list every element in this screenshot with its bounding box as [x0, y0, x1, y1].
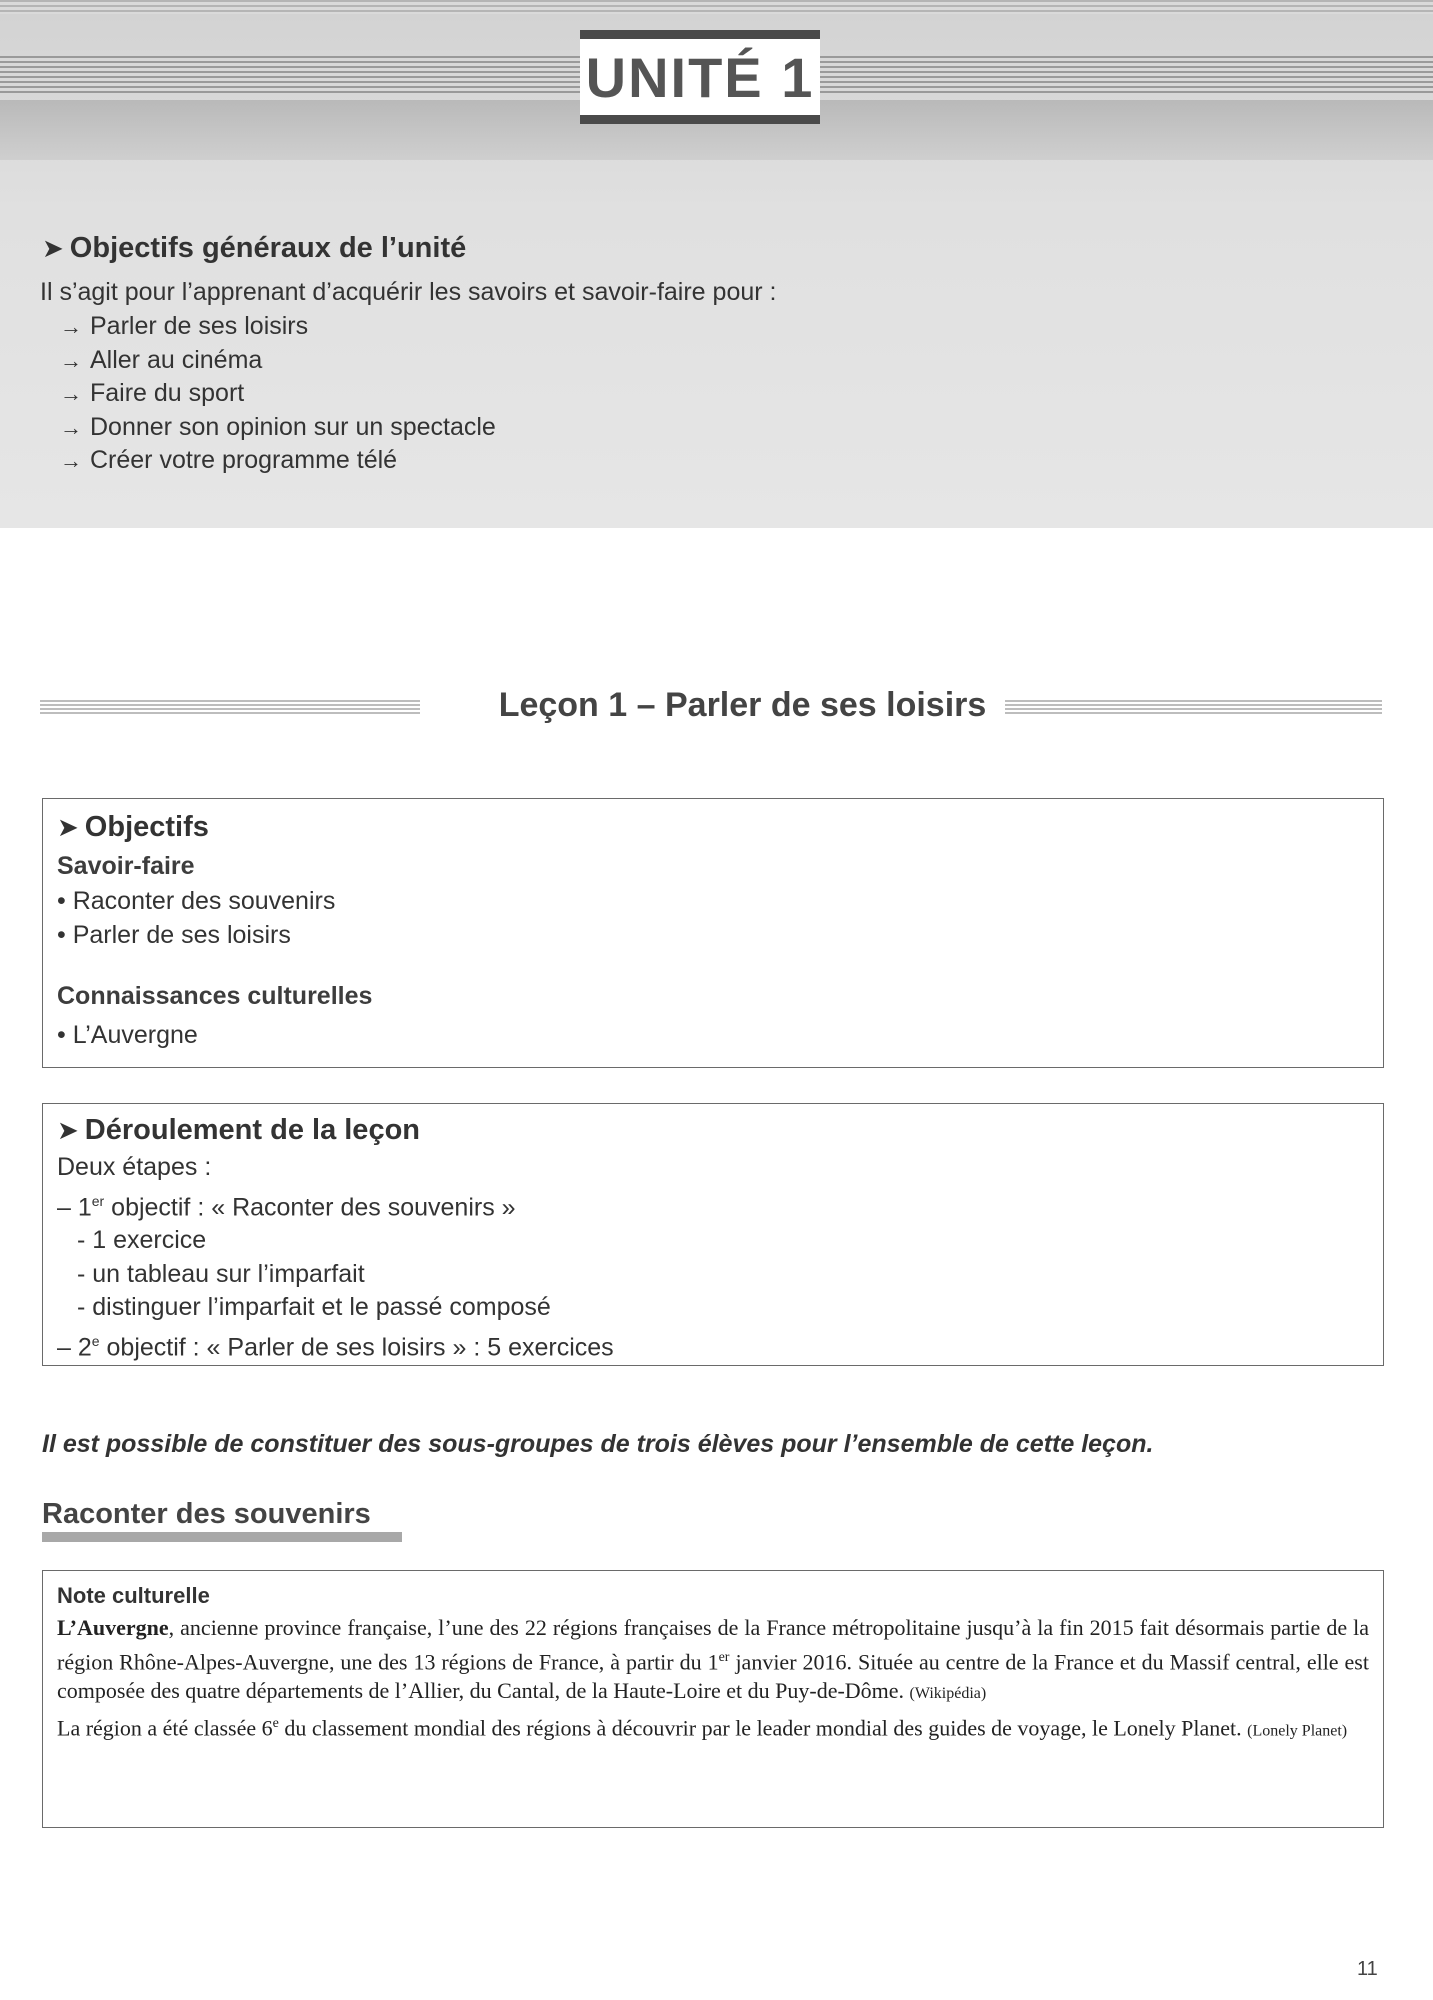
obj1-text: objectif : « Raconter des souvenirs »	[104, 1192, 516, 1221]
objective-text: Parler de ses loisirs	[90, 312, 309, 340]
header-band	[0, 0, 1433, 528]
list-item: - distinguer l’imparfait et le passé composé	[77, 1293, 551, 1322]
list-item: - 1 exercice	[77, 1226, 207, 1255]
list-item	[60, 310, 496, 344]
header-stripes-top	[0, 0, 1433, 14]
savoir-faire-item: Raconter des souvenirs	[72, 887, 336, 915]
objectives-box-heading	[57, 811, 1369, 844]
objective-text: Aller au cinéma	[90, 345, 263, 374]
list-item	[60, 344, 496, 378]
arrow-right-icon: →	[60, 414, 82, 440]
deroulement-heading	[57, 1114, 1369, 1147]
lesson-rule-right	[1005, 700, 1382, 714]
culture-text-a: , ancienne province française, l’une des 22 régions françaises de la France métropolitaine jusqu’à la fin 2015 fait désormais partie de la région Rhône-Alpes-Auvergne, une des 13 régions de France, à partir du 1	[57, 1615, 1369, 1674]
deroulement-title: Déroulement de la leçon	[84, 1114, 420, 1146]
list-item: - un tableau sur l’imparfait	[77, 1259, 365, 1288]
deroulement-obj1	[57, 1185, 1369, 1225]
culture-sup: er	[718, 1649, 730, 1665]
culture-label: Connaissances culturelles	[57, 982, 373, 1010]
arrowhead-icon: ➤	[57, 1115, 79, 1145]
arrow-right-icon: →	[60, 448, 82, 473]
lesson-title-row	[40, 686, 1382, 730]
section-underline	[42, 1532, 402, 1542]
obj2-prefix: – 2	[57, 1333, 92, 1362]
list-item	[60, 411, 496, 445]
savoir-faire-label: Savoir-faire	[57, 852, 195, 880]
list-item	[60, 444, 496, 478]
section-title: Raconter des souvenirs	[42, 1498, 371, 1530]
unit-badge	[580, 30, 820, 124]
culture-paragraph-1	[57, 1613, 1369, 1709]
objectives-list	[60, 310, 496, 478]
savoir-faire-item: Parler de ses loisirs	[72, 920, 291, 949]
culture-source: (Lonely Planet)	[1247, 1722, 1348, 1740]
culture-item: L’Auvergne	[72, 1021, 198, 1049]
arrow-right-icon: →	[60, 381, 82, 406]
lesson-title: Leçon 1 – Parler de ses loisirs	[498, 686, 987, 724]
obj1-prefix: – 1	[57, 1192, 92, 1221]
page-number: 11	[1357, 1958, 1378, 1980]
obj2-sup: e	[91, 1332, 100, 1349]
objectives-box	[42, 798, 1384, 1068]
objective-text: Créer votre programme télé	[90, 446, 398, 474]
obj1-sup: er	[91, 1192, 105, 1209]
culture-text-c: La région a été classée 6	[57, 1715, 273, 1741]
culture-note-box	[42, 1570, 1384, 1828]
culture-sup: e	[272, 1715, 279, 1731]
list-item	[60, 377, 496, 411]
culture-source: (Wikipédia)	[909, 1685, 987, 1703]
objectives-heading	[42, 232, 466, 265]
arrow-right-icon: →	[60, 347, 82, 373]
list-item: • Parler de ses loisirs	[57, 920, 291, 949]
objectives-intro: Il s’agit pour l’apprenant d’acquérir les savoirs et savoir-faire pour :	[40, 278, 777, 306]
arrowhead-icon: ➤	[42, 233, 64, 263]
deroulement-intro: Deux étapes :	[57, 1153, 212, 1181]
objectives-box-title: Objectifs	[84, 811, 209, 843]
deroulement-box	[42, 1103, 1384, 1366]
culture-note-title: Note culturelle	[57, 1583, 210, 1608]
list-item: • L’Auvergne	[57, 1021, 198, 1049]
culture-term: L’Auvergne	[57, 1615, 169, 1640]
culture-text-d: du classement mondial des régions à découvrir par le leader mondial des guides de voyage, le Lonely Planet.	[278, 1715, 1248, 1741]
arrowhead-icon: ➤	[57, 812, 79, 842]
unit-label: UNITÉ 1	[585, 45, 815, 109]
objectives-title: Objectifs généraux de l’unité	[69, 232, 467, 264]
obj2-text: objectif : « Parler de ses loisirs » : 5 exercices	[99, 1333, 614, 1362]
arrow-right-icon: →	[60, 314, 82, 339]
deroulement-obj2	[57, 1325, 1369, 1365]
objective-text: Faire du sport	[90, 379, 245, 407]
culture-paragraph-2	[57, 1709, 1369, 1746]
list-item: • Raconter des souvenirs	[57, 887, 336, 915]
lesson-rule-left	[40, 700, 420, 714]
group-note: Il est possible de constituer des sous-groupes de trois élèves pour l’ensemble de cette leçon.	[42, 1430, 1154, 1458]
culture-text-b: janvier 2016. Située au centre de la France et du Massif central, elle est composée des quatre départements de l’Allier, du Cantal, de la Haute-Loire et du Puy-de-Dôme.	[57, 1648, 1369, 1704]
objective-text: Donner son opinion sur un spectacle	[90, 412, 496, 441]
